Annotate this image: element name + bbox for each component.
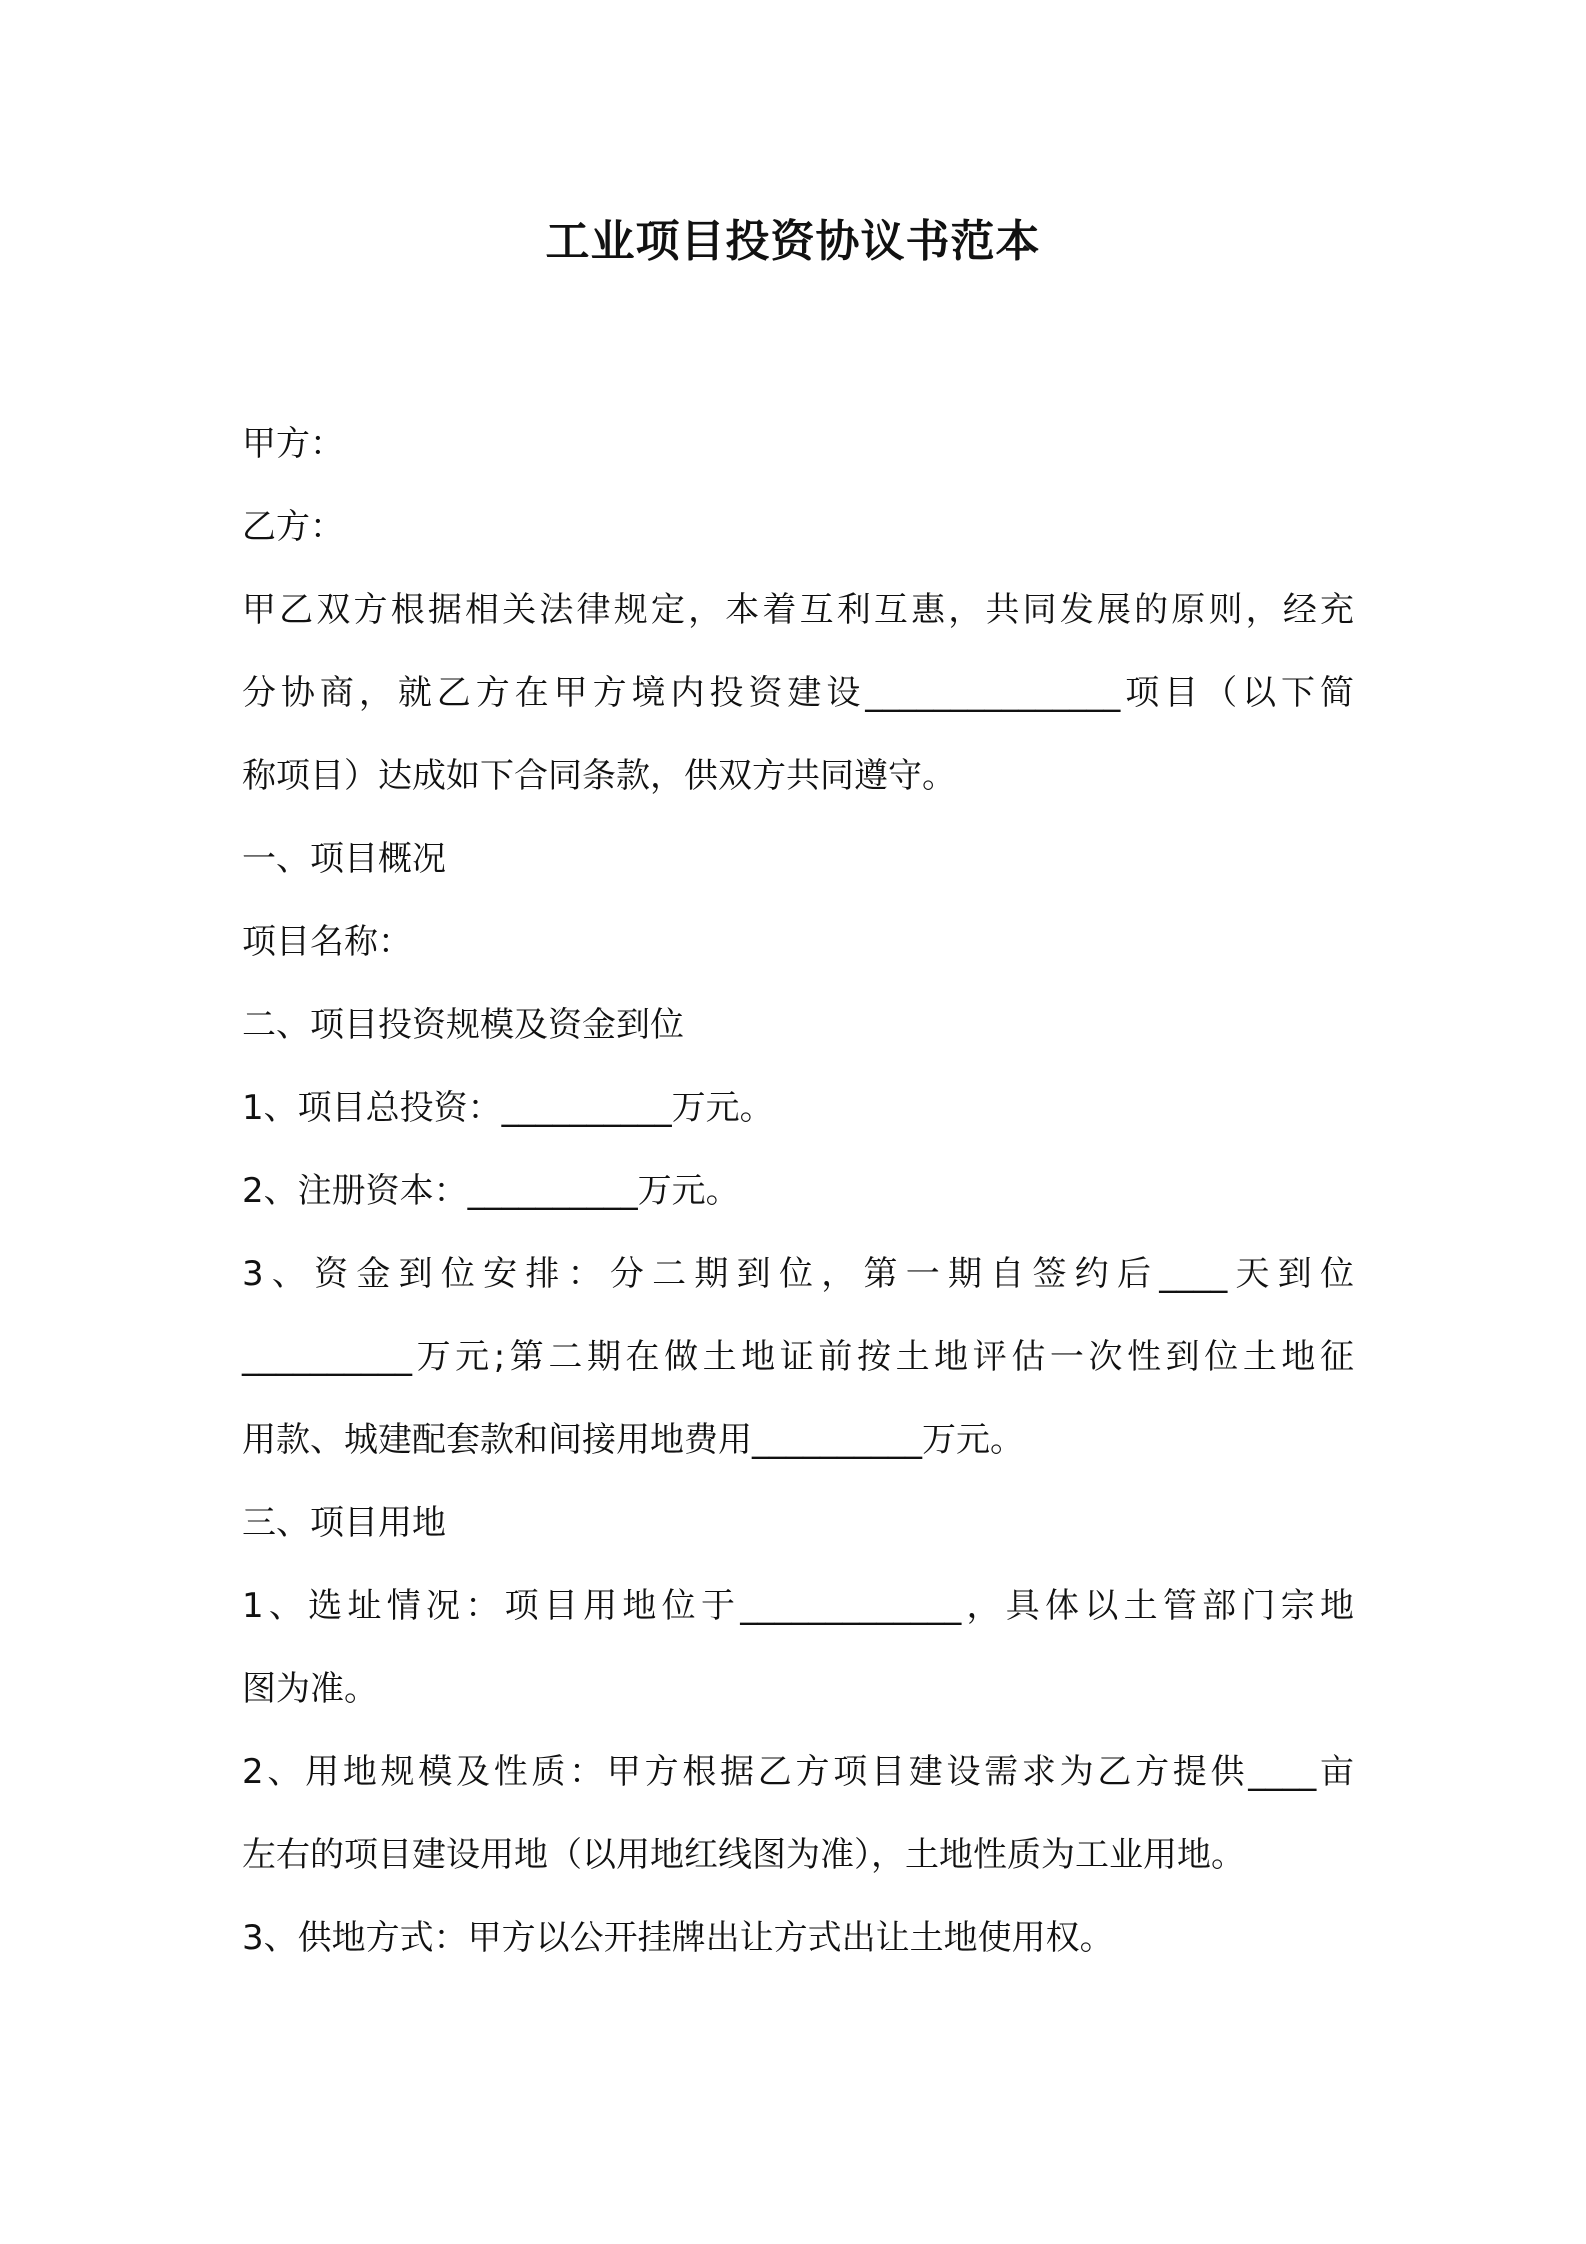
section-heading-1: 一、项目概况 bbox=[242, 839, 446, 879]
funding-line-2: __________万元;第二期在做土地证前按土地评估一次性到位土地征 bbox=[242, 1337, 1354, 1377]
section-heading-2: 二、项目投资规模及资金到位 bbox=[242, 1005, 684, 1045]
party-b-line: 乙方： bbox=[242, 507, 344, 547]
project-name-line: 项目名称： bbox=[242, 922, 412, 962]
registered-capital-line: 2、注册资本：__________万元。 bbox=[242, 1171, 740, 1211]
site-selection-line-2: 图为准。 bbox=[242, 1669, 378, 1709]
party-a-line: 甲方： bbox=[242, 424, 344, 464]
site-selection-line-1: 1、选址情况：项目用地位于_____________，具体以土管部门宗地 bbox=[242, 1586, 1354, 1626]
land-scale-line-2: 左右的项目建设用地（以用地红线图为准），土地性质为工业用地。 bbox=[242, 1835, 1245, 1875]
total-investment-line: 1、项目总投资：__________万元。 bbox=[242, 1088, 774, 1128]
document-title: 工业项目投资协议书范本 bbox=[545, 216, 1041, 267]
preamble-line-1: 甲乙双方根据相关法律规定，本着互利互惠，共同发展的原则，经充 bbox=[242, 590, 1354, 630]
land-scale-line-1: 2、用地规模及性质：甲方根据乙方项目建设需求为乙方提供____亩 bbox=[242, 1752, 1354, 1792]
preamble-line-2: 分协商，就乙方在甲方境内投资建设_______________项目（以下简 bbox=[242, 673, 1354, 713]
section-heading-3: 三、项目用地 bbox=[242, 1503, 446, 1543]
funding-line-1: 3、资金到位安排：分二期到位，第一期自签约后____天到位 bbox=[242, 1254, 1354, 1294]
preamble-line-3: 称项目）达成如下合同条款，供双方共同遵守。 bbox=[242, 756, 956, 796]
land-supply-line: 3、供地方式：甲方以公开挂牌出让方式出让土地使用权。 bbox=[242, 1918, 1114, 1958]
funding-line-3: 用款、城建配套款和间接用地费用__________万元。 bbox=[242, 1420, 1024, 1460]
